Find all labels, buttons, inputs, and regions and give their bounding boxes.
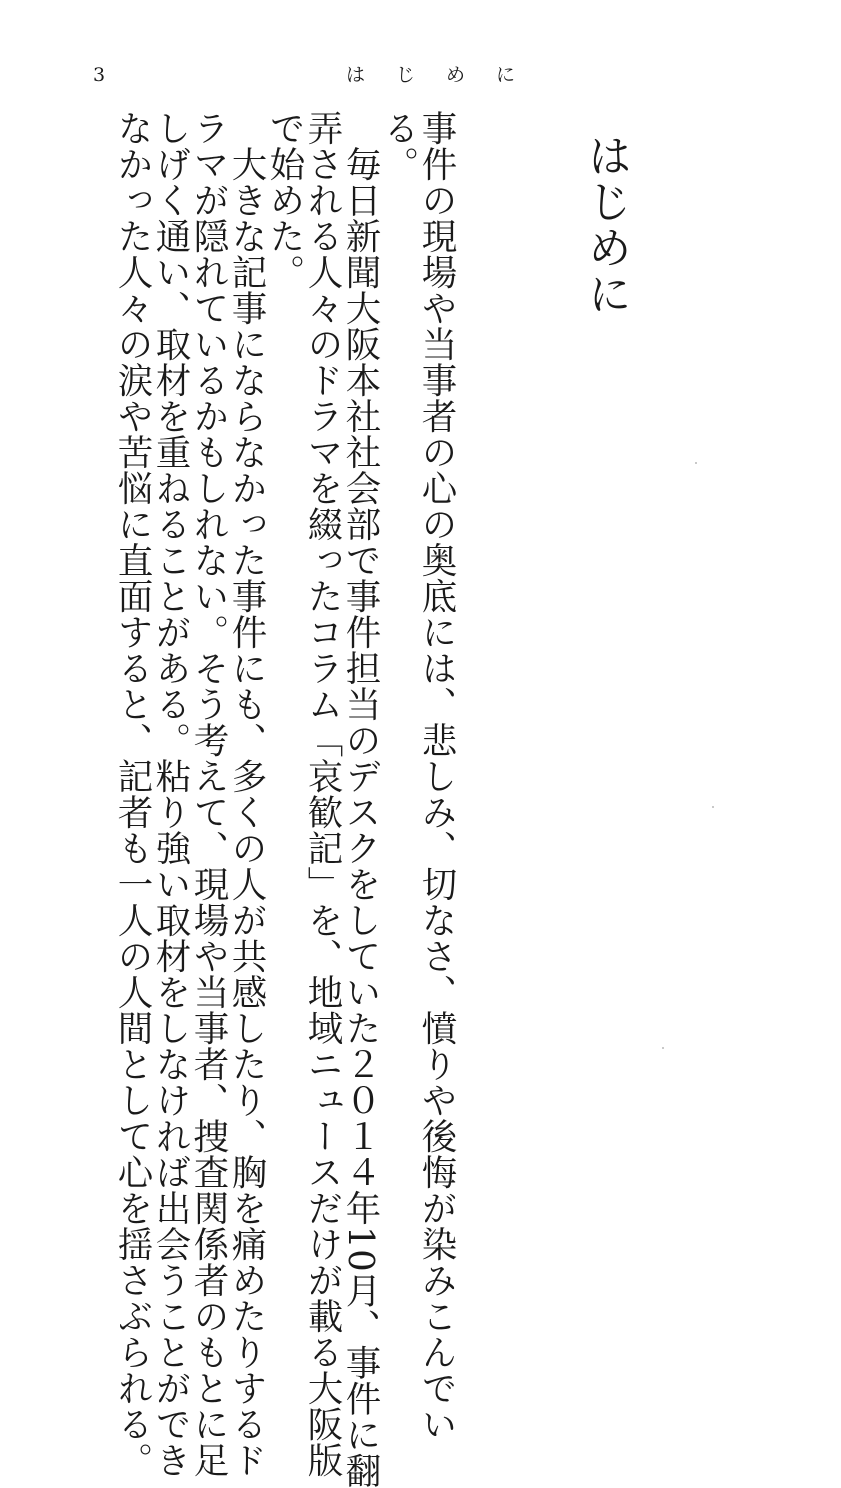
body-line: しげく通い、取材を重ねることがある。粘り強い取材をしなければ出会うことができ bbox=[150, 110, 191, 1478]
page-number: 3 bbox=[93, 64, 106, 86]
paper-speck bbox=[695, 462, 697, 464]
body-line: なかった人々の涙や苦悩に直面すると、記者も一人の人間として心を揺さぶられる。 bbox=[112, 110, 153, 1478]
chapter-title: はじめに bbox=[580, 133, 631, 317]
body-line: 毎日新聞大阪本社社会部で事件担当のデスクをしていた２０１４年10月、事件に翻 bbox=[340, 146, 381, 1488]
paper-speck bbox=[712, 806, 714, 808]
running-head: はじめに bbox=[346, 64, 547, 86]
body-line: ラマが隠れているかもしれない。そう考えて、現場や当事者、捜査関係者のもとに足 bbox=[188, 110, 229, 1478]
body-line: で始めた。 bbox=[264, 110, 305, 290]
body-line: 弄される人々のドラマを綴ったコラム「哀歓記」を、地域ニュースだけが載る大阪版 bbox=[302, 110, 343, 1478]
paper-speck bbox=[662, 1047, 664, 1049]
body-line: 事件の現場や当事者の心の奥底には、悲しみ、切なさ、憤りや後悔が染みこんでい bbox=[416, 110, 457, 1442]
body-line: 大きな記事にならなかった事件にも、多くの人が共感したり、胸を痛めたりするド bbox=[226, 146, 267, 1478]
body-line: る。 bbox=[378, 110, 419, 182]
